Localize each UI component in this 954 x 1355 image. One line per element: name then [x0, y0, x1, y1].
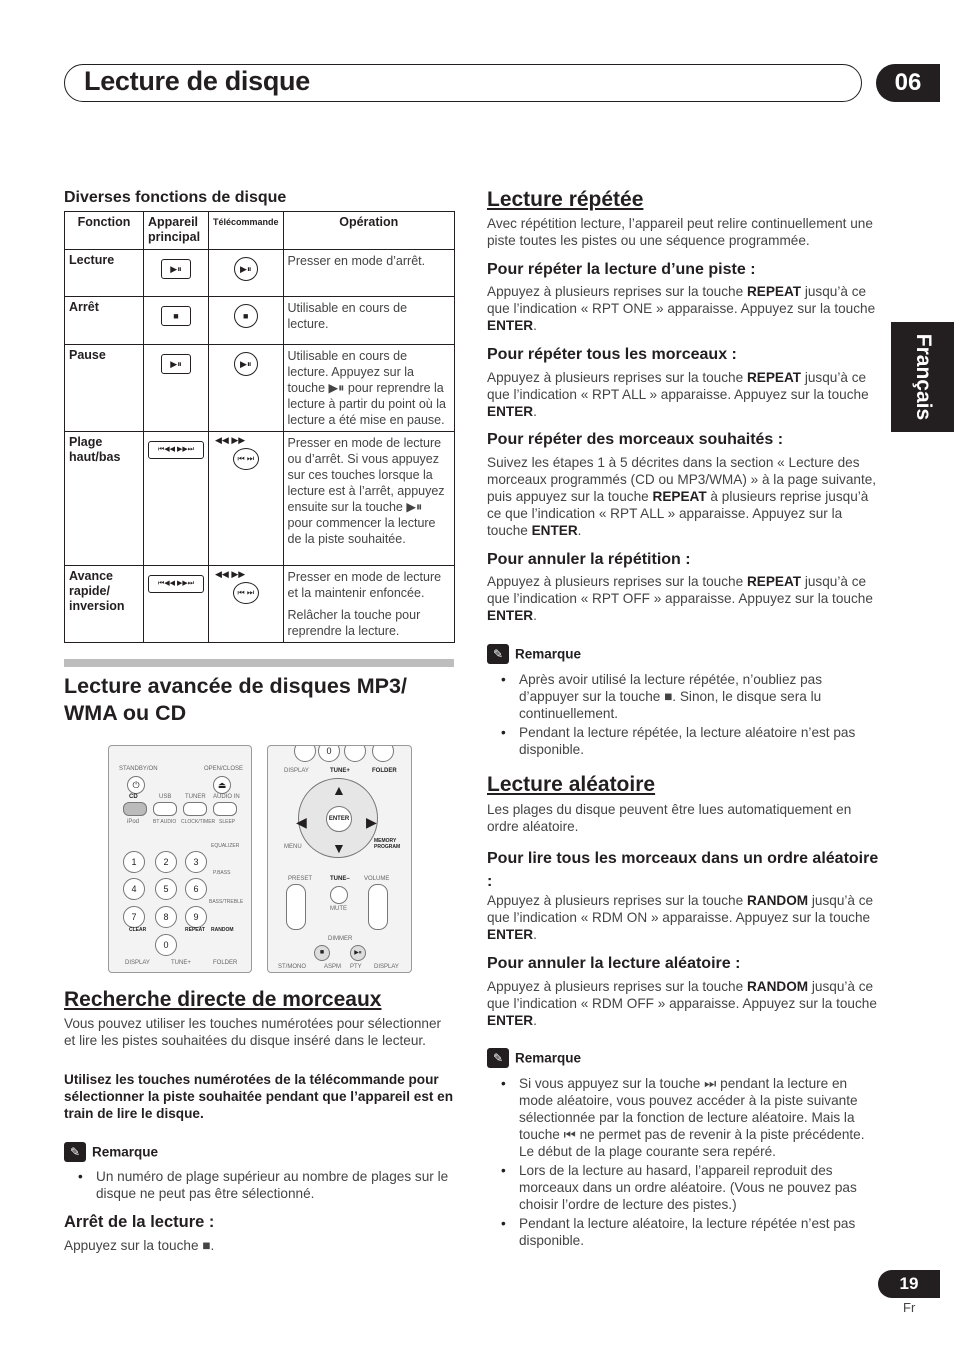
remote-label: PTY	[350, 964, 362, 970]
row-operation: Presser en mode d’arrêt.	[283, 250, 454, 297]
header-telecommande: Télécommande	[209, 212, 284, 250]
arrow-up-icon: ▲	[332, 782, 346, 798]
round-key	[344, 745, 366, 762]
eject-icon: ⏏	[213, 776, 231, 794]
stop-icon: ■	[234, 304, 258, 328]
list-item: • Si vous appuyez sur la touche ⏭ pendant la lecture en mode aléatoire, vous pouvez accéder à la piste suivante sélectionnée par la fonction de lecture aléatoire. Mais la touche ⏮ ne permet pas de revenir à la piste précédente. Le début de la plage courante sera repéré.	[487, 1075, 879, 1160]
section-divider	[64, 659, 454, 667]
key-repeat: REPEAT	[746, 370, 802, 385]
skip-dial-icon: ⏮◀◀ ▶▶⏭	[148, 575, 204, 593]
remote-label: ST/MONO	[278, 964, 306, 970]
stop-icon: ■	[314, 945, 330, 961]
random-all-title: Pour lire tous les morceaux dans un ordre aléatoire :	[487, 850, 879, 890]
text-run: .	[533, 1013, 537, 1028]
list-item: • Un numéro de plage supérieur au nombre de plages sur le disque ne peut pas être sélectionné.	[64, 1168, 456, 1202]
random-cancel-title: Pour annuler la lecture aléatoire :	[487, 955, 741, 972]
row-function: Pause	[65, 345, 144, 432]
text-run: Appuyez à plusieurs reprises sur la touche	[487, 284, 747, 299]
text-run: jusqu’à ce que l’indication « RPT OFF » apparaisse. Appuyez sur la touche	[487, 574, 873, 606]
key-repeat: REPEAT	[652, 489, 707, 504]
play-pause-icon: ▶⏸	[234, 352, 258, 376]
mute-icon	[330, 886, 348, 904]
text-run: .	[533, 404, 537, 419]
remark-header	[487, 644, 581, 664]
row-operation: Utilisable en cours de lecture. Appuyez sur la touche ▶⏸ pour reprendre la lecture à partir du point où la lecture a été mise en pause.	[283, 345, 454, 432]
remark-list	[487, 671, 879, 760]
table-row	[65, 250, 455, 297]
digit-key: 2	[155, 851, 177, 873]
stop-body: Appuyez sur la touche ■.	[64, 1238, 215, 1253]
remote-label: USB	[159, 794, 172, 800]
cd-button-icon	[123, 802, 147, 816]
chapter-badge: 06	[876, 64, 940, 102]
remote-label: CLEAR	[129, 927, 147, 933]
remote-label: DIMMER	[328, 936, 353, 942]
skip-dial-icon: ⏮◀◀ ▶▶⏭	[148, 441, 204, 459]
repeat-all-body	[487, 369, 879, 420]
random-all-body	[487, 892, 879, 943]
text-run: .	[577, 523, 582, 538]
remote-label: AUDIO IN	[213, 794, 240, 800]
key-repeat: REPEAT	[746, 284, 802, 299]
key-enter: ENTER	[487, 404, 534, 419]
digit-key: 0	[155, 934, 177, 956]
operation-line: Presser en mode de lecture et la maintenir enfoncée.	[287, 570, 442, 600]
remote-label: TUNE–	[330, 876, 350, 882]
text-run: jusqu’à ce que l’indication « RPT ONE » apparaisse. Appuyez sur la touche	[487, 284, 876, 316]
fast-arrows-icon: ◀◀ ▶▶	[215, 569, 246, 579]
remote-label: RANDOM	[211, 927, 234, 933]
text-run: Appuyez à plusieurs reprises sur la touche	[487, 893, 747, 908]
digit-key: 7	[123, 906, 145, 928]
remote-label: CLOCK/TIMER	[181, 819, 216, 825]
page-number: 19	[878, 1270, 940, 1298]
arrow-down-icon: ▼	[332, 840, 346, 856]
remote-label: REPEAT	[185, 927, 205, 933]
usb-button-icon	[153, 802, 177, 816]
repeat-intro: Avec répétition lecture, l’appareil peut relire continuellement une piste toutes les pistes ou une séquence programmée.	[487, 216, 873, 248]
language-tab: Français	[891, 322, 954, 432]
remark-label: Remarque	[515, 646, 582, 662]
enter-key: ENTER	[326, 806, 352, 832]
page-language: Fr	[903, 1300, 916, 1315]
text-run: Appuyez à plusieurs reprises sur la touche	[487, 574, 747, 589]
repeat-title: Lecture répétée	[487, 188, 644, 211]
remark-header	[487, 1048, 581, 1068]
text-run: .	[533, 608, 537, 623]
remote-label: SLEEP	[219, 819, 236, 825]
stop-title: Arrêt de la lecture :	[64, 1213, 215, 1231]
page-title: Lecture de disque	[84, 66, 310, 96]
pencil-icon: ✎	[64, 1142, 86, 1162]
remote-label: TUNE+	[171, 960, 191, 966]
play-pause-icon: ▶⏸	[234, 257, 258, 281]
row-function: Plage haut/bas	[65, 432, 144, 566]
row-function: Lecture	[65, 250, 144, 297]
arrow-left-icon: ◀	[296, 814, 307, 830]
remote-label: CD	[129, 794, 138, 800]
key-enter: ENTER	[487, 608, 534, 623]
key-random: RANDOM	[746, 979, 809, 994]
direct-search-instruction: Utilisez les touches numérotées de la télécommande pour sélectionner la piste souhaitée pendant que l’appareil est en train de lire le disque.	[64, 1072, 454, 1121]
operation-line: Relâcher la touche pour reprendre la lecture.	[287, 608, 421, 638]
header-operation: Opération	[283, 212, 454, 250]
repeat-cancel-title: Pour annuler la répétition :	[487, 551, 691, 568]
table-row	[65, 297, 455, 345]
fast-arrows-icon: ◀◀ ▶▶	[215, 435, 246, 445]
remote-label: VOLUME	[364, 876, 390, 882]
round-key	[372, 745, 394, 762]
text-run: .	[533, 927, 537, 942]
row-function: Arrêt	[65, 297, 144, 345]
remote-label: TUNER	[185, 794, 206, 800]
arrow-right-icon: ▶	[366, 814, 377, 830]
remote-label: OPEN/CLOSE	[204, 766, 244, 772]
random-title: Lecture aléatoire	[487, 773, 656, 796]
list-item: • Pendant la lecture aléatoire, la lecture répétée n’est pas disponible.	[487, 1215, 879, 1249]
remote-label: BASS/TREBLE	[209, 899, 244, 905]
key-random: RANDOM	[746, 893, 809, 908]
remark-label: Remarque	[92, 1144, 159, 1160]
pencil-icon: ✎	[487, 644, 509, 664]
list-item: • Lors de la lecture au hasard, l’appareil reproduit des morceaux dans un ordre aléatoire. (Vous ne pouvez pas choisir l’ordre de lecture des pistes.)	[487, 1162, 879, 1213]
key-repeat: REPEAT	[746, 574, 802, 589]
row-operation: Presser en mode de lecture ou d’arrêt. Si vous appuyez sur ces touches lorsque la lecture est à l’arrêt, appuyez ensuite sur la touche ▶⏸ pour commencer la lecture de la piste souhaitée.	[283, 432, 454, 566]
volume-rocker-icon	[368, 884, 388, 930]
remote-label: DISPLAY	[284, 768, 309, 774]
remote-label: FOLDER	[372, 768, 397, 774]
power-icon: ⏻	[127, 776, 145, 794]
remote-label: MEMORY PROGRAM	[374, 838, 401, 850]
remark-list	[64, 1168, 456, 1204]
repeat-cancel-body	[487, 573, 879, 624]
digit-key: 4	[123, 878, 145, 900]
direct-search-body: Vous pouvez utiliser les touches numérotées pour sélectionner et lire les pistes souhaitées du disque inséré dans le lecteur.	[64, 1016, 442, 1048]
text-run: .	[533, 318, 537, 333]
skip-icon: ⏮ ⏭	[233, 582, 259, 604]
remote-label: ASPM	[324, 964, 342, 970]
text-run: jusqu’à ce que l’indication « RDM OFF » apparaisse. Appuyez sur la touche	[487, 979, 877, 1011]
stop-icon: ■	[161, 306, 191, 326]
row-operation: Utilisable en cours de lecture.	[283, 297, 454, 345]
repeat-prog-body	[487, 454, 879, 539]
table-title: Diverses fonctions de disque	[64, 189, 287, 206]
list-item: • Pendant la lecture répétée, la lecture aléatoire n’est pas disponible.	[487, 724, 879, 758]
key-enter: ENTER	[531, 523, 578, 538]
row-operation	[283, 566, 454, 643]
repeat-all-title: Pour répéter tous les morceaux :	[487, 346, 737, 363]
header-appareil: Appareil principal	[144, 212, 209, 250]
digit-key: 3	[185, 851, 207, 873]
remote-label: MUTE	[330, 906, 347, 912]
play-pause-icon: ▶⏸	[350, 945, 366, 961]
skip-icon: ⏮ ⏭	[233, 448, 259, 470]
remote-label: DISPLAY	[125, 960, 150, 966]
remark-label: Remarque	[515, 1050, 582, 1066]
audio-in-button-icon	[213, 802, 237, 816]
preset-rocker-icon	[286, 884, 306, 930]
remote-label: FOLDER	[213, 960, 238, 966]
round-key	[294, 745, 316, 762]
table-row	[65, 432, 455, 566]
table-row	[65, 566, 455, 643]
text-run: Suivez les étapes 1 à 5 décrites dans la section « Lecture des morceaux programmés (CD ou MP3/WMA) » à la page suivante, puis appuyez sur la touche	[487, 455, 877, 504]
text-run: Appuyez à plusieurs reprises sur la touche	[487, 370, 747, 385]
key-enter: ENTER	[487, 927, 534, 942]
pencil-icon: ✎	[487, 1048, 509, 1068]
text-run: Appuyez à plusieurs reprises sur la touche	[487, 979, 747, 994]
tuner-button-icon	[183, 802, 207, 816]
text-run: jusqu’à ce que l’indication « RPT ALL » apparaisse. Appuyez sur la touche	[487, 370, 869, 402]
digit-key: 1	[123, 851, 145, 873]
direct-search-title: Recherche directe de morceaux	[64, 988, 382, 1011]
repeat-one-body	[487, 283, 879, 334]
key-enter: ENTER	[487, 1013, 534, 1028]
remote-label: P.BASS	[213, 870, 231, 876]
functions-table	[64, 211, 455, 643]
digit-key: 0	[318, 745, 340, 762]
digit-key: 9	[185, 906, 207, 928]
header-fonction: Fonction	[65, 212, 144, 250]
digit-key: 8	[155, 906, 177, 928]
remark-list	[487, 1075, 879, 1251]
play-pause-icon: ▶⏸	[161, 259, 191, 279]
remote-label: EQUALIZER	[211, 843, 240, 849]
remote-label: BT AUDIO	[153, 819, 177, 825]
random-cancel-body	[487, 978, 879, 1029]
remote-label: MENU	[284, 844, 302, 850]
remote-label: iPod	[127, 819, 140, 825]
key-enter: ENTER	[487, 318, 534, 333]
digit-key: 6	[185, 878, 207, 900]
row-function: Avance rapide/ inversion	[65, 566, 144, 643]
remote-label: TUNE+	[330, 768, 350, 774]
remote-label: PRESET	[288, 876, 313, 882]
repeat-prog-title: Pour répéter des morceaux souhaités :	[487, 431, 784, 448]
remark-header	[64, 1142, 158, 1162]
list-item: • Après avoir utilisé la lecture répétée, n’oubliez pas d’appuyer sur la touche ■. Sinon, le disque sera lu continuellement.	[487, 671, 879, 722]
remote-illustration-right	[267, 745, 412, 973]
text-run: jusqu’à ce que l’indication « RDM ON » apparaisse. Appuyez sur la touche	[487, 893, 874, 925]
section-title: Lecture avancée de disques MP3/ WMA ou CD	[64, 674, 407, 725]
digit-key: 5	[155, 878, 177, 900]
random-intro: Les plages du disque peuvent être lues automatiquement en ordre aléatoire.	[487, 802, 852, 834]
repeat-one-title: Pour répéter la lecture d’une piste :	[487, 261, 756, 278]
play-pause-icon: ▶⏸	[161, 354, 191, 374]
remote-label: STANDBY/ON	[119, 766, 158, 772]
remote-label: DISPLAY	[374, 964, 399, 970]
remote-illustration-left	[108, 745, 252, 973]
table-row	[65, 345, 455, 432]
text-run: à plusieurs reprise jusqu’à ce que l’indication « RPT ALL » apparaisse. Appuyez sur la touche	[487, 489, 869, 538]
